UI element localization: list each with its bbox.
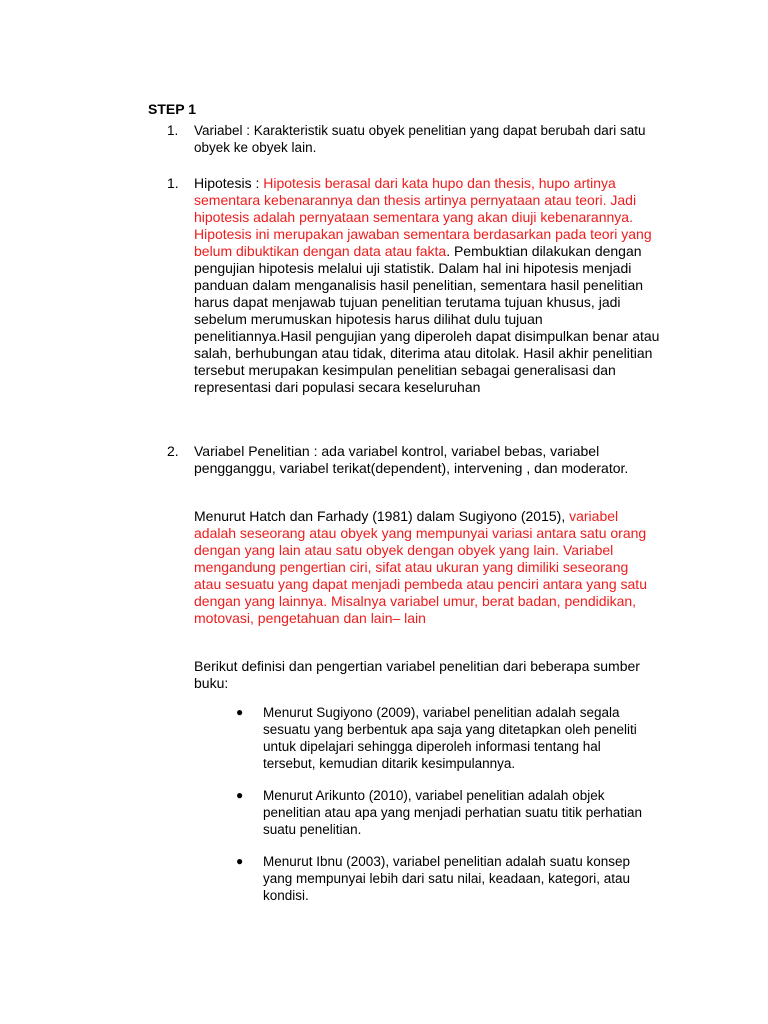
bullet-list (236, 704, 656, 904)
list-item (236, 853, 656, 904)
list-number: 2. (167, 443, 179, 459)
bullet-icon: ● (236, 788, 244, 802)
hipotesis-text: . Pembuktian dilakukan dengan pengujian hipotesis melalui uji statistik. Dalam hal ini hipotesis menjadi panduan dalam menganalisis hasil penelitian, sementara hasil penelitian harus dapat menjawab tujuan penelitian terutama tujuan khusus, jadi sebelum merumuskan hipotesis harus dilihat dulu tujuan penelitiannya.Hasil pengujian yang diperoleh dapat disimpulkan benar atau salah, berhubungan atau tidak, diterima atau ditolak. Hasil akhir penelitian tersebut merupakan kesimpulan penelitian sebagai generalisasi dan representasi dari populasi secara keseluruhan (194, 243, 660, 395)
list-number: 1. (167, 123, 179, 138)
bullet-icon: ● (236, 854, 244, 868)
paragraph-definisi: Berikut definisi dan pengertian variabel penelitian dari beberapa sumber buku: (194, 658, 640, 691)
paragraph-intro: Menurut Hatch dan Farhady (1981) dalam Sugiyono (2015), (194, 508, 566, 524)
list-item-body (194, 175, 664, 396)
list-item (236, 704, 656, 772)
paragraph-definition-highlight: variabel adalah seseorang atau obyek yang mempunyai variasi antara satu orang dengan yang lain atau satu obyek dengan obyek yang lain. Variabel mengandung pengertian ciri, sifat atau ukuran yang dimiliki seseorang atau sesuatu yang dapat menjadi pembeda atau penciri antara yang satu dengan yang lainnya. Misalnya variabel umur, berat badan, pendidikan, motovasi, pengetahuan dan lain– lain (194, 508, 647, 626)
bullet-text: Menurut Ibnu (2003), variabel penelitian adalah suatu konsep yang mempunyai lebih dari satu nilai, keadaan, kategori, atau kondisi. (263, 854, 630, 903)
list-item-text: Variabel : Karakteristik suatu obyek penelitian yang dapat berubah dari satu obyek ke obyek lain. (194, 123, 646, 155)
hipotesis-label: Hipotesis : (194, 175, 264, 191)
bullet-text: Menurut Arikunto (2010), variabel penelitian adalah objek penelitian atau apa yang menjadi perhatian suatu titik perhatian suatu penelitian. (263, 788, 643, 837)
paragraph-hatch-farhady (194, 508, 654, 627)
list-item-text: Variabel Penelitian : ada variabel kontrol, variabel bebas, variabel pengganggu, variabel terikat(dependent), intervening , dan moderator. (194, 443, 629, 476)
list-number: 1. (167, 175, 179, 191)
bullet-icon: ● (236, 705, 244, 719)
hipotesis-definition-highlight: Hipotesis berasal dari kata hupo dan thesis, hupo artinya sementara kebenarannya dan thesis artinya pernyataan atau teori. Jadi hipotesis adalah pernyataan sementara yang akan diuji kebenarannya. Hipotesis ini merupakan jawaban sementara berdasarkan pada teori yang belum dibuktikan dengan data atau fakta (194, 175, 652, 259)
step-title: STEP 1 (148, 101, 196, 117)
list-item (236, 787, 656, 838)
bullet-text: Menurut Sugiyono (2009), variabel penelitian adalah segala sesuatu yang berbentuk apa saja yang ditetapkan oleh peneliti untuk dipelajari sehingga diperoleh informasi tentang hal tersebut, kemudian ditarik kesimpulannya. (263, 705, 637, 771)
